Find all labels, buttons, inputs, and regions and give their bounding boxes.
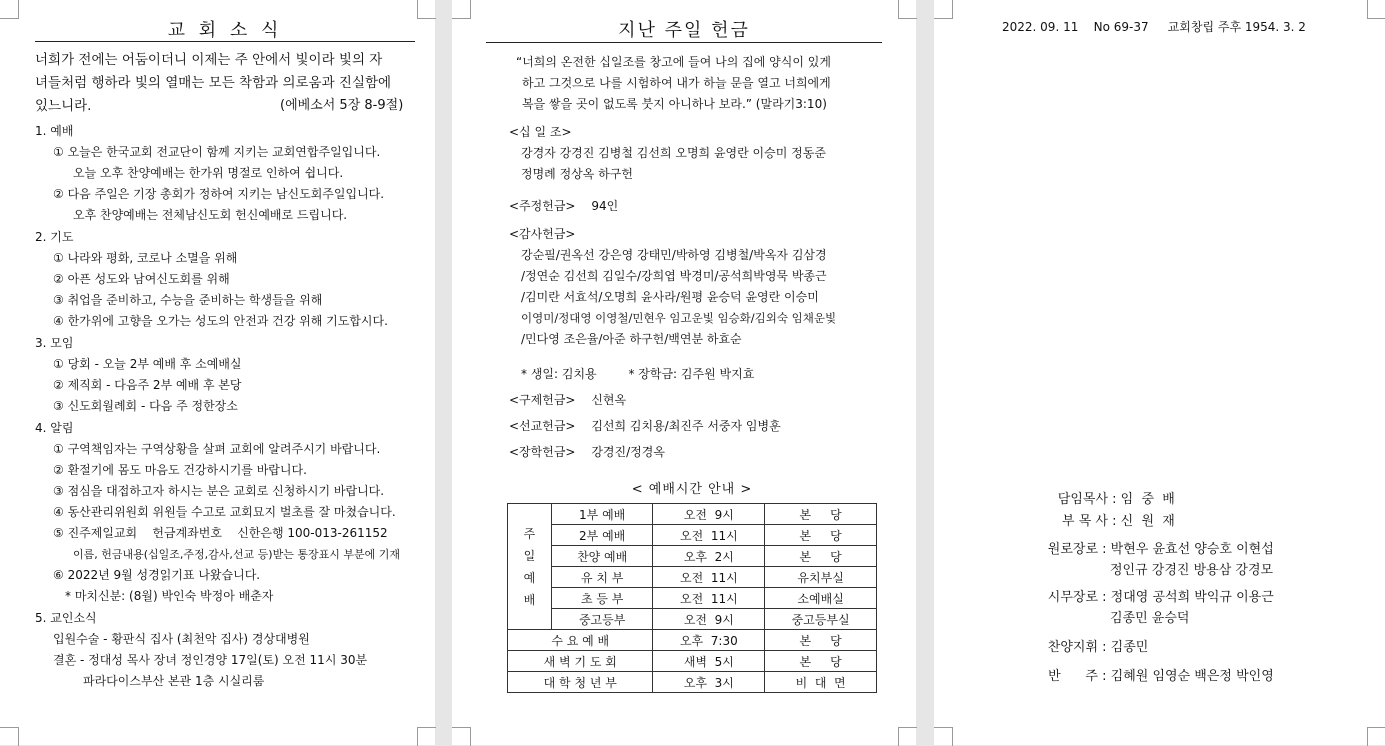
- list-item: ② 환절기에 몸도 마음도 건강하시기를 바랍니다.: [53, 463, 307, 477]
- offering-names: 정명례 정상옥 하구헌: [521, 167, 633, 181]
- staff-row: 원로장로 : 박현우 윤효선 양승호 이현섭: [1034, 539, 1374, 560]
- service-name: 대 학 청 년 부: [508, 672, 653, 693]
- schedule-title: < 예배시간 안내 >: [631, 482, 753, 497]
- offering-names: 이영미/정대영 이영철/민현우 임고운빛 임승화/김외숙 임채운빛: [521, 311, 837, 325]
- verse-line: 있느니라.: [35, 98, 92, 114]
- table-row: [508, 546, 877, 567]
- title-rule: [486, 42, 882, 43]
- bulletin-header: 2022. 09. 11 No 69-37 교회창립 주후 1954. 3. 2: [1002, 20, 1306, 34]
- staff-names: 신 원 재: [1120, 514, 1175, 529]
- quote-line: 복을 쌓을 곳이 없도록 붓지 아니하나 보라.” (말라기3:10): [522, 97, 827, 111]
- crop-mark: [452, 0, 471, 19]
- list-item: 오후 찬양예배는 전체남신도회 헌신예배로 드립니다.: [73, 208, 348, 222]
- list-item: ④ 동산관리위원회 위원들 수고로 교회묘지 벌초를 잘 마쳤습니다.: [53, 505, 396, 519]
- scripture-quote: [516, 52, 831, 115]
- staff-row: 찬양지휘 : 김종민: [1034, 637, 1374, 666]
- list-item: 결혼 - 정대성 목사 장녀 정인경양 17일(토) 오전 11시 30분: [53, 653, 368, 667]
- quote-line: “너희의 온전한 십일조를 창고에 들여 나의 집에 양식이 있게: [516, 55, 831, 69]
- service-name: 찬양 예배: [551, 546, 653, 567]
- service-time: 오후 7:30: [653, 630, 765, 651]
- offering-label: <십 일 조>: [509, 125, 572, 139]
- offering-names: /정연순 김선희 김일수/강희엽 박경미/공석희박영묵 박종근: [521, 269, 827, 283]
- section-title: 4. 알림: [35, 421, 74, 435]
- offering-names: /김미란 서효석/오명희 윤사라/원평 윤승덕 윤영란 이승미: [521, 290, 819, 304]
- service-time: 오전 9시: [653, 504, 765, 525]
- service-time: 새벽 5시: [653, 651, 765, 672]
- staff-names: 김혜원 임영순 백은정 박인영: [1110, 669, 1274, 684]
- offering-names: 강순필/권옥선 강은영 강태민/박하영 김병철/박옥자 김삼경: [521, 248, 827, 262]
- service-name: 수 요 예 배: [508, 630, 653, 651]
- verse-reference: (에베소서 5장 8-9절): [280, 98, 404, 113]
- offering-row: [509, 390, 909, 411]
- offering-names: 강경자 강경진 김병철 김선희 오명희 윤영란 이승미 정동준: [521, 146, 826, 160]
- staff-row: 부 목 사 : 신 원 재: [1034, 511, 1374, 539]
- list-item: 파라다이스부산 본관 1층 시실리룸: [83, 674, 265, 688]
- list-item: ① 오늘은 한국교회 전교단이 함께 지키는 교회연합주일입니다.: [53, 145, 381, 159]
- section-title: 2. 기도: [35, 230, 74, 244]
- service-name: 2부 예배: [551, 525, 653, 546]
- list-item: 이름, 헌금내용(십일조,주정,감사,선교 등)받는 통장표시 부분에 기재: [73, 548, 400, 561]
- service-place: 본 당: [765, 630, 877, 651]
- list-item: ③ 취업을 준비하고, 수능을 준비하는 학생들을 위해: [53, 293, 323, 307]
- service-place: 유치부실: [765, 567, 877, 588]
- offering-list: [509, 122, 909, 463]
- service-time: 오전 11시: [653, 588, 765, 609]
- offering-row: [509, 364, 909, 385]
- list-item: 입원수술 - 황판식 집사 (최천악 집사) 경상대병원: [53, 632, 310, 646]
- service-time: 오전 11시: [653, 525, 765, 546]
- service-place: 중고등부실: [765, 609, 877, 630]
- crop-mark: [0, 0, 19, 19]
- list-item: ① 구역책임자는 구역상황을 살펴 교회에 알려주시기 바랍니다.: [53, 442, 381, 456]
- offering-names: /민다영 조은율/아준 하구헌/백연분 하효순: [521, 332, 742, 346]
- crop-mark: [898, 727, 917, 746]
- page-title: 교 회 소 식: [167, 20, 283, 41]
- staff-names: 임 중 배: [1120, 492, 1175, 507]
- page-title: 지난 주일 헌금: [618, 20, 750, 41]
- offering-value: 강경진/정경옥: [591, 445, 665, 459]
- scholarship-note: * 장학금: 김주원 박지효: [628, 367, 755, 381]
- staff-role: 담임목사: [1057, 492, 1108, 507]
- crop-mark: [934, 727, 953, 746]
- crop-mark: [0, 727, 19, 746]
- birthday-offering: * 생일: 김치용: [521, 367, 597, 381]
- table-row: [508, 588, 877, 609]
- staff-role: 시무장로: [1047, 590, 1098, 605]
- service-place: 비 대 면: [765, 672, 877, 693]
- table-row: [508, 609, 877, 630]
- crop-mark: [934, 0, 953, 19]
- list-item: ② 아픈 성도와 남여신도회를 위해: [53, 272, 230, 286]
- offering-row: [509, 416, 909, 437]
- list-item: ⑥ 2022년 9월 성경읽기표 나왔습니다.: [53, 568, 261, 582]
- staff-role: 원로장로: [1047, 542, 1098, 557]
- table-row: [508, 567, 877, 588]
- table-row: [508, 630, 877, 651]
- offering-label: <감사헌금>: [509, 227, 576, 241]
- table-row: [508, 525, 877, 546]
- staff-row: 시무장로 : 정대영 공석희 박익규 이용근: [1034, 587, 1374, 608]
- section-title: 3. 모임: [35, 336, 74, 350]
- crop-mark: [898, 0, 917, 19]
- list-item: ④ 한가위에 고향을 오가는 성도의 안전과 건강 위해 기도합시다.: [53, 314, 388, 328]
- list-item: ③ 신도회월례회 - 다음 주 정한장소: [53, 399, 238, 413]
- list-item: * 마치신분: (8월) 박인숙 박정아 배춘자: [65, 589, 274, 603]
- list-item: ② 다음 주일은 기장 총회가 정하여 지키는 남신도회주일입니다.: [53, 187, 385, 201]
- offering-label: <장학헌금>: [509, 445, 576, 459]
- list-item: ① 당회 - 오늘 2부 예배 후 소예배실: [53, 357, 242, 371]
- crop-mark: [417, 727, 436, 746]
- section-title: 1. 예배: [35, 124, 74, 138]
- page-church-news: [0, 0, 435, 745]
- staff-row: 담임목사 : 임 중 배: [1034, 489, 1374, 511]
- list-item: ③ 점심을 대접하고자 하시는 분은 교회로 신청하시기 바랍니다.: [53, 484, 385, 498]
- service-place: 본 당: [765, 504, 877, 525]
- offering-value: 94인: [591, 199, 619, 213]
- offering-label: <주정헌금>: [509, 199, 576, 213]
- service-place: 본 당: [765, 525, 877, 546]
- service-name: 새 벽 기 도 회: [508, 651, 653, 672]
- list-item: ① 나라와 평화, 코로나 소멸을 위해: [53, 251, 238, 265]
- staff-list: [1034, 489, 1374, 687]
- offering-label: <선교헌금>: [509, 419, 576, 433]
- service-name: 중고등부: [551, 609, 653, 630]
- title-rule: [35, 41, 415, 42]
- service-time: 오전 11시: [653, 567, 765, 588]
- service-name: 초 등 부: [551, 588, 653, 609]
- service-name: 유 치 부: [551, 567, 653, 588]
- verse-line: 녀들처럼 행하라 빛의 열매는 모든 착함과 의로움과 진실함에: [35, 75, 392, 91]
- staff-names: 정대영 공석희 박익규 이용근: [1110, 590, 1274, 605]
- service-place: 본 당: [765, 651, 877, 672]
- offering-row: [509, 442, 909, 463]
- staff-names: 김종민: [1110, 640, 1149, 655]
- page-staff: [934, 0, 1385, 745]
- table-row: [508, 651, 877, 672]
- staff-role: 찬양지휘: [1047, 640, 1098, 655]
- table-row: [508, 672, 877, 693]
- staff-row: 반 주 : 김혜원 임영순 백은정 박인영: [1034, 666, 1374, 687]
- service-place: 소예배실: [765, 588, 877, 609]
- offering-row: [509, 196, 909, 217]
- news-sections: [35, 121, 430, 692]
- service-place: 본 당: [765, 546, 877, 567]
- worship-schedule-table: [507, 503, 877, 693]
- list-item: ② 제직회 - 다음주 2부 예배 후 본당: [53, 378, 242, 392]
- verse-line: 너희가 전에는 어둠이더니 이제는 주 안에서 빛이라 빛의 자: [35, 52, 383, 68]
- staff-names-continued: 김종민 윤승덕: [1110, 611, 1190, 626]
- staff-names-continued: 정인규 강경진 방용삼 강경모: [1110, 563, 1274, 578]
- service-time: 오후 3시: [653, 672, 765, 693]
- offering-value: 신현옥: [591, 393, 627, 407]
- offering-value: 김선희 김치용/최진주 서중자 임병훈: [591, 419, 781, 433]
- list-item: 오늘 오후 찬양예배는 한가위 명절로 인하여 쉽니다.: [73, 166, 344, 180]
- crop-mark: [417, 0, 436, 19]
- service-time: 오전 9시: [653, 609, 765, 630]
- quote-line: 하고 그것으로 나를 시험하여 내가 하늘 문을 열고 너희에게: [522, 76, 831, 90]
- section-title: 5. 교인소식: [35, 611, 97, 625]
- crop-mark: [452, 727, 471, 746]
- staff-role: 반 주: [1048, 669, 1098, 684]
- list-item: ⑤ 진주제일교회 헌금계좌번호 신한은행 100-013-261152: [53, 526, 388, 540]
- service-time: 오후 2시: [653, 546, 765, 567]
- staff-role: 부 목 사: [1062, 514, 1108, 529]
- crop-mark: [1367, 727, 1385, 746]
- crop-mark: [1367, 0, 1385, 19]
- page-offerings: [452, 0, 916, 745]
- offering-label: <구제헌금>: [509, 393, 576, 407]
- service-name: 1부 예배: [551, 504, 653, 525]
- sunday-worship-label: 주 일 예 배: [508, 504, 552, 630]
- table-row: [508, 504, 877, 525]
- staff-names: 박현우 윤효선 양승호 이현섭: [1110, 542, 1274, 557]
